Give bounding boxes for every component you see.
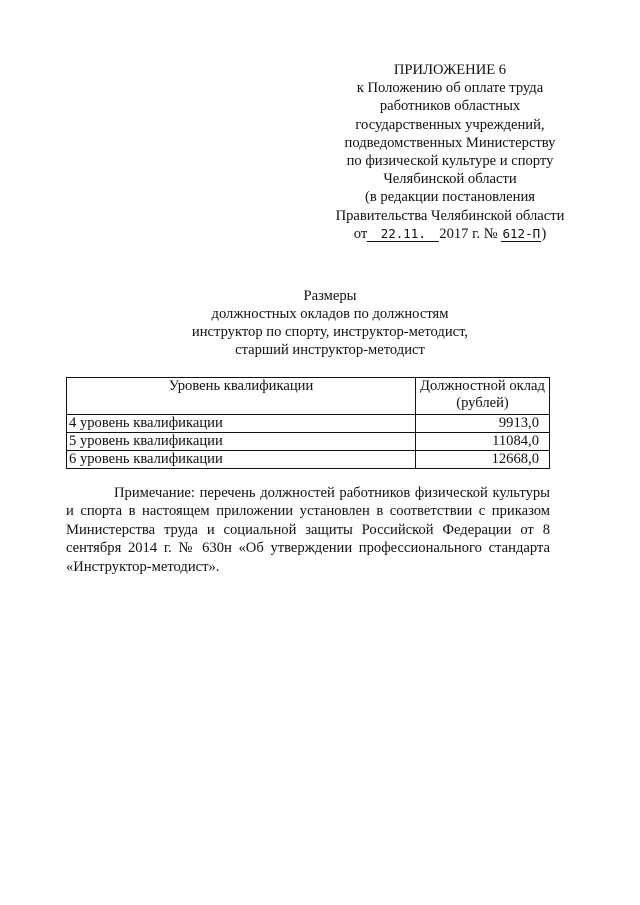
appendix-line: работников областных: [379, 98, 521, 115]
appendix-line: (в редакции постановления: [365, 189, 535, 206]
note-paragraph: [66, 484, 550, 576]
resolution-number: 612-П: [502, 225, 541, 241]
table-row: [67, 451, 550, 469]
appendix-line: государственных учреждений,: [355, 116, 545, 133]
appendix-line: подведомственных Министерству: [344, 134, 556, 151]
header-level: Уровень квалификации: [67, 378, 416, 415]
appendix-line: по физической культуре и спорту: [346, 153, 554, 170]
row-level: 5 уровень квалификации: [67, 433, 416, 451]
table-row: [67, 415, 550, 433]
title-line: инструктор по спорту, инструктор-методист,: [191, 324, 469, 340]
row-amount: 9913,0: [416, 415, 550, 433]
appendix-line: Челябинской области: [383, 171, 517, 188]
appendix-line: Правительства Челябинской области: [335, 207, 565, 224]
title-line: старший инструктор-методист: [235, 342, 425, 358]
year-number-text: 2017 г. №: [439, 225, 498, 242]
appendix-line: к Положению об оплате труда: [356, 80, 544, 97]
row-level: 4 уровень квалификации: [67, 415, 416, 433]
title-line: Размеры: [303, 288, 357, 304]
header-salary: [416, 378, 550, 415]
table-row: [67, 433, 550, 451]
row-amount: 11084,0: [416, 433, 550, 451]
appendix-header: [330, 61, 570, 243]
row-amount: 12668,0: [416, 451, 550, 469]
resolution-date-line: [330, 225, 570, 243]
appendix-line: ПРИЛОЖЕНИЕ 6: [393, 62, 507, 78]
table-header-row: [67, 378, 550, 415]
header-salary-line2: (рублей): [456, 395, 509, 411]
salary-table: [66, 377, 550, 469]
row-level: 6 уровень квалификации: [67, 451, 416, 469]
document-title: [150, 287, 510, 359]
header-salary-line1: Должностной оклад: [420, 378, 545, 394]
note-text: Примечание: перечень должностей работников физической культуры и спорта в настоящем приложении установлен в соответствии с приказом Министерства труда и социальной защиты Российской Федерации от 8 сентября 2014 г. № 630н «Об утверждении профессионального стандарта «Инструктор-методист».: [66, 485, 550, 575]
closing-paren: ): [541, 225, 547, 242]
resolution-date: 22.11.: [367, 227, 439, 242]
from-prefix: от: [353, 225, 368, 242]
title-line: должностных окладов по должностям: [211, 306, 449, 322]
